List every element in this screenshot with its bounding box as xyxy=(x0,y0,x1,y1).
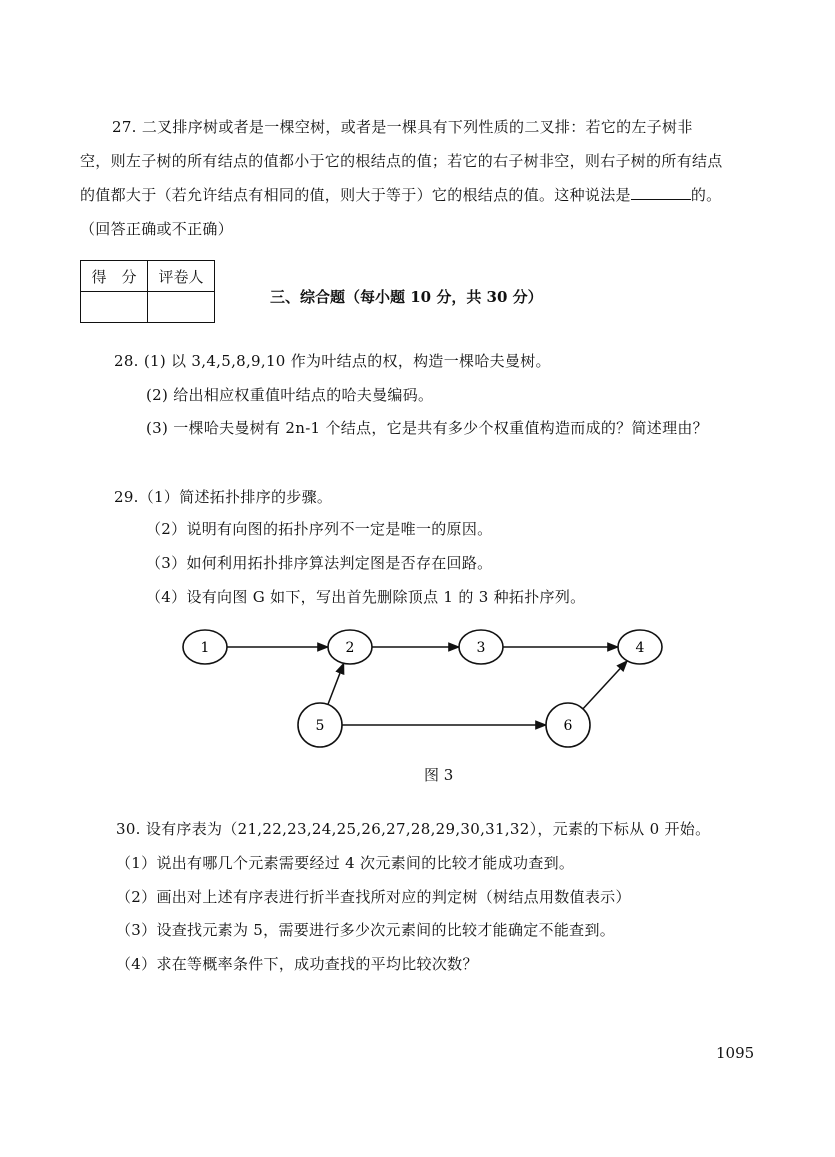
grader-header: 评卷人 xyxy=(148,261,215,292)
q29-item2: （2）说明有向图的拓扑序列不一定是唯一的原因。 xyxy=(146,520,493,538)
score-table xyxy=(80,260,215,323)
edge-6-4 xyxy=(583,661,627,709)
q28-item3: (3) 一棵哈夫曼树有 2n-1 个结点，它是共有多少个权重值构造而成的？简述理由？ xyxy=(146,419,708,437)
graph-node-label: 5 xyxy=(315,718,325,734)
q27-line4: （回答正确或不正确） xyxy=(80,220,234,238)
graph-node-5 xyxy=(298,703,342,747)
q29-item1: 29.（1）简述拓扑排序的步骤。 xyxy=(114,488,333,506)
graph-node-label: 3 xyxy=(476,640,486,656)
q30-item3: （3）设查找元素为 5，需要进行多少次元素间的比较才能确定不能查到。 xyxy=(116,921,616,939)
graph-node-label: 6 xyxy=(563,718,573,734)
score-cell xyxy=(81,292,148,323)
q27-line1: 27. 二叉排序树或者是一棵空树，或者是一棵具有下列性质的二叉排：若它的左子树非 xyxy=(112,118,693,136)
q27-line3 xyxy=(80,184,721,205)
graph-node-label: 2 xyxy=(345,640,355,656)
graph-node-1 xyxy=(183,630,227,664)
edge-5-2 xyxy=(328,663,344,704)
graph-node-4 xyxy=(618,630,662,664)
graph-node-2 xyxy=(328,630,372,664)
q30-item2: （2）画出对上述有序表进行折半查找所对应的判定树（树结点用数值表示） xyxy=(116,888,631,906)
q28-item1: 28. (1) 以 3,4,5,8,9,10 作为叶结点的权，构造一棵哈夫曼树。 xyxy=(114,352,551,370)
q28-item2: (2) 给出相应权重值叶结点的哈夫曼编码。 xyxy=(146,386,434,404)
grader-cell xyxy=(148,292,215,323)
q29-item3: （3）如何利用拓扑排序算法判定图是否存在回路。 xyxy=(146,554,493,572)
q29-item4: （4）设有向图 G 如下，写出首先删除顶点 1 的 3 种拓扑序列。 xyxy=(146,588,586,606)
q27-line3-end: 的。 xyxy=(690,186,722,204)
graph-node-3 xyxy=(459,630,503,664)
graph-node-6 xyxy=(546,703,590,747)
answer-blank xyxy=(631,185,691,200)
q30-item1: （1）说出有哪几个元素需要经过 4 次元素间的比较才能成功查到。 xyxy=(116,854,575,872)
score-header: 得 分 xyxy=(81,261,148,292)
graph-node-label: 1 xyxy=(200,640,210,656)
page-number: 1095 xyxy=(716,1044,755,1062)
q27-line2: 空，则左子树的所有结点的值都小于它的根结点的值；若它的右子树非空，则右子树的所有结点 xyxy=(80,152,723,170)
q27-line3-text: 的值都大于（若允许结点有相同的值，则大于等于）它的根结点的值。这种说法是 xyxy=(80,186,631,204)
directed-graph xyxy=(170,615,680,765)
figure-caption: 图 3 xyxy=(424,766,454,784)
graph-node-label: 4 xyxy=(635,640,645,656)
q30-item4: （4）求在等概率条件下，成功查找的平均比较次数？ xyxy=(116,955,478,973)
section-title: 三、综合题（每小题 10 分，共 30 分） xyxy=(270,288,543,306)
q30-line1: 30. 设有序表为（21,22,23,24,25,26,27,28,29,30,31,32），元素的下标从 0 开始。 xyxy=(116,820,711,838)
